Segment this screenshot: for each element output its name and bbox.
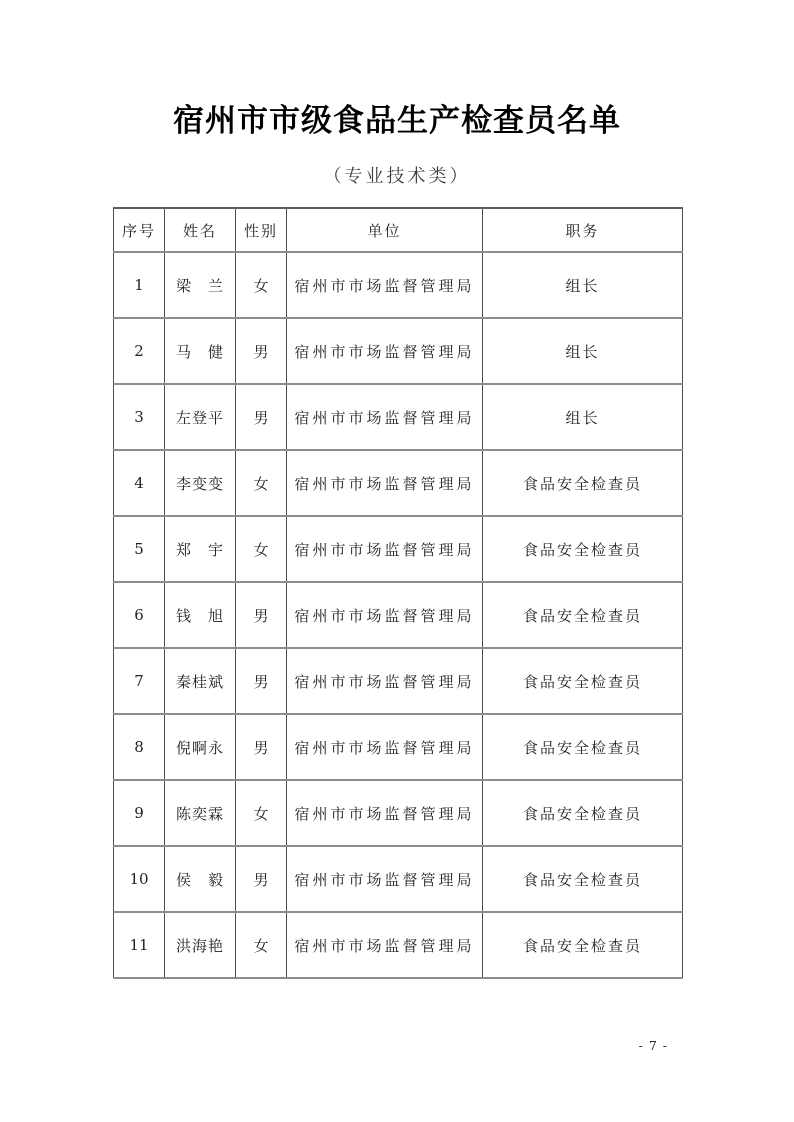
cell-position: 食品安全检查员 — [483, 780, 683, 846]
table-row — [114, 450, 683, 516]
cell-unit: 宿州市市场监督管理局 — [287, 252, 483, 318]
cell-unit: 宿州市市场监督管理局 — [287, 516, 483, 582]
cell-gender: 女 — [236, 450, 287, 516]
table-row — [114, 912, 683, 978]
cell-gender: 男 — [236, 582, 287, 648]
cell-gender: 男 — [236, 846, 287, 912]
table-row — [114, 714, 683, 780]
cell-position: 食品安全检查员 — [483, 582, 683, 648]
cell-name: 郑 宇 — [165, 516, 236, 582]
cell-name: 钱 旭 — [165, 582, 236, 648]
cell-unit: 宿州市市场监督管理局 — [287, 846, 483, 912]
cell-unit: 宿州市市场监督管理局 — [287, 648, 483, 714]
cell-gender: 男 — [236, 714, 287, 780]
cell-unit: 宿州市市场监督管理局 — [287, 450, 483, 516]
column-header-position: 职务 — [483, 208, 683, 252]
cell-name: 秦桂斌 — [165, 648, 236, 714]
cell-name: 梁 兰 — [165, 252, 236, 318]
table-row — [114, 846, 683, 912]
cell-no: 3 — [114, 384, 165, 450]
cell-position: 组长 — [483, 252, 683, 318]
header-row — [114, 208, 683, 252]
cell-unit: 宿州市市场监督管理局 — [287, 912, 483, 978]
cell-no: 8 — [114, 714, 165, 780]
cell-gender: 男 — [236, 318, 287, 384]
table-row — [114, 780, 683, 846]
column-header-gender: 性别 — [236, 208, 287, 252]
cell-name: 侯 毅 — [165, 846, 236, 912]
cell-position: 食品安全检查员 — [483, 450, 683, 516]
table-row — [114, 252, 683, 318]
cell-no: 10 — [114, 846, 165, 912]
page-title: 宿州市市级食品生产检查员名单 — [173, 103, 621, 139]
cell-name: 倪啊永 — [165, 714, 236, 780]
cell-gender: 男 — [236, 648, 287, 714]
page-subtitle: （专业技术类） — [323, 166, 471, 187]
cell-gender: 女 — [236, 912, 287, 978]
cell-no: 6 — [114, 582, 165, 648]
cell-position: 食品安全检查员 — [483, 846, 683, 912]
cell-gender: 男 — [236, 384, 287, 450]
column-header-no: 序号 — [114, 208, 165, 252]
cell-unit: 宿州市市场监督管理局 — [287, 780, 483, 846]
cell-position: 食品安全检查员 — [483, 714, 683, 780]
table-body — [114, 252, 683, 978]
table-row — [114, 384, 683, 450]
cell-name: 陈奕霖 — [165, 780, 236, 846]
page-number: - 7 - — [638, 1038, 668, 1053]
cell-name: 马 健 — [165, 318, 236, 384]
table-row — [114, 318, 683, 384]
cell-position: 食品安全检查员 — [483, 516, 683, 582]
cell-position: 组长 — [483, 384, 683, 450]
cell-gender: 女 — [236, 252, 287, 318]
cell-unit: 宿州市市场监督管理局 — [287, 384, 483, 450]
table-row — [114, 516, 683, 582]
cell-no: 2 — [114, 318, 165, 384]
cell-gender: 女 — [236, 516, 287, 582]
cell-no: 4 — [114, 450, 165, 516]
cell-unit: 宿州市市场监督管理局 — [287, 714, 483, 780]
table-row — [114, 648, 683, 714]
column-header-name: 姓名 — [165, 208, 236, 252]
cell-no: 1 — [114, 252, 165, 318]
table-row — [114, 582, 683, 648]
cell-no: 11 — [114, 912, 165, 978]
cell-no: 7 — [114, 648, 165, 714]
inspectors-table — [113, 207, 683, 979]
cell-position: 组长 — [483, 318, 683, 384]
column-header-unit: 单位 — [287, 208, 483, 252]
cell-name: 左登平 — [165, 384, 236, 450]
cell-unit: 宿州市市场监督管理局 — [287, 318, 483, 384]
cell-position: 食品安全检查员 — [483, 912, 683, 978]
cell-unit: 宿州市市场监督管理局 — [287, 582, 483, 648]
cell-position: 食品安全检查员 — [483, 648, 683, 714]
cell-name: 洪海艳 — [165, 912, 236, 978]
cell-no: 5 — [114, 516, 165, 582]
cell-name: 李变变 — [165, 450, 236, 516]
cell-gender: 女 — [236, 780, 287, 846]
cell-no: 9 — [114, 780, 165, 846]
